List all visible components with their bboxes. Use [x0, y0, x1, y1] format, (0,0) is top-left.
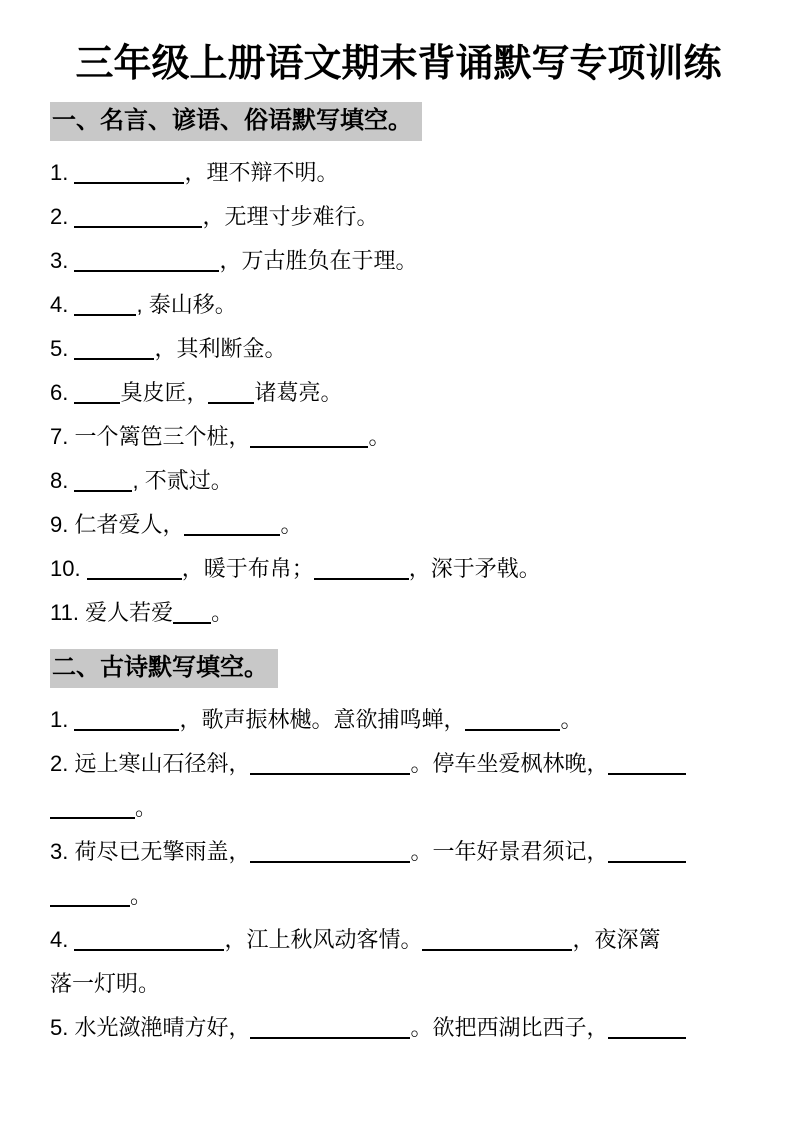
fill-blank	[608, 839, 686, 863]
worksheet-item	[50, 459, 747, 503]
item-text: 2. 远上寒山石径斜，	[50, 750, 251, 776]
item-line	[50, 195, 747, 239]
item-line	[50, 371, 747, 415]
item-line	[50, 918, 747, 962]
worksheet-item	[50, 415, 747, 459]
fill-blank	[74, 336, 154, 360]
page-title: 三年级上册语文期末背诵默写专项训练	[75, 43, 722, 85]
item-text: 6.	[50, 379, 75, 405]
item-text: 1.	[50, 706, 75, 732]
item-line	[50, 415, 747, 459]
item-text: ，深于矛戟。	[408, 555, 541, 581]
fill-blank	[74, 468, 132, 492]
item-text: 。欲把西湖比西子，	[410, 1014, 609, 1040]
fill-blank	[184, 512, 280, 536]
item-text: 。	[135, 794, 158, 820]
worksheet-section	[50, 635, 747, 1050]
worksheet-item	[50, 547, 747, 591]
item-text: , 不贰过。	[132, 467, 233, 493]
fill-blank	[250, 424, 368, 448]
item-text: 5.	[50, 335, 75, 361]
item-line	[50, 459, 747, 503]
worksheet-section	[50, 88, 747, 635]
fill-blank	[74, 380, 120, 404]
item-line	[50, 503, 747, 547]
item-text: 2.	[50, 203, 75, 229]
fill-blank	[87, 556, 182, 580]
worksheet-item	[50, 195, 747, 239]
fill-blank	[608, 751, 686, 775]
item-text: 。	[130, 882, 153, 908]
item-text: 4.	[50, 291, 75, 317]
item-text: 4.	[50, 926, 75, 952]
item-text: 。	[560, 706, 583, 732]
fill-blank	[74, 292, 136, 316]
item-text: 9. 仁者爱人，	[50, 511, 185, 537]
item-text: 。一年好景君须记，	[410, 838, 609, 864]
item-text: ，理不辩不明。	[184, 159, 339, 185]
item-line	[50, 327, 747, 371]
fill-blank	[465, 707, 560, 731]
worksheet-item	[50, 239, 747, 283]
item-text: 1.	[50, 159, 75, 185]
worksheet-item	[50, 371, 747, 415]
fill-blank	[50, 883, 130, 907]
item-line	[50, 830, 747, 874]
worksheet-body	[50, 88, 747, 1050]
item-line	[50, 874, 747, 918]
fill-blank	[50, 795, 135, 819]
item-text: 。	[280, 511, 303, 537]
item-text: 3.	[50, 247, 75, 273]
item-text: 8.	[50, 467, 75, 493]
item-line	[50, 591, 747, 635]
fill-blank	[74, 160, 184, 184]
item-text: ，夜深篱	[572, 926, 661, 952]
item-text: ，其利断金。	[154, 335, 287, 361]
worksheet-item	[50, 283, 747, 327]
item-text: ，暖于布帛；	[181, 555, 314, 581]
item-text: 。	[368, 423, 391, 449]
fill-blank	[74, 707, 179, 731]
item-text: 10.	[50, 555, 87, 581]
item-text: ，无理寸步难行。	[202, 203, 379, 229]
item-line	[50, 698, 747, 742]
section-heading: 二、古诗默写填空。	[50, 649, 278, 688]
fill-blank	[208, 380, 254, 404]
item-line	[50, 742, 747, 786]
item-text: 3. 荷尽已无擎雨盖，	[50, 838, 251, 864]
item-line	[50, 239, 747, 283]
item-line	[50, 547, 747, 591]
item-line	[50, 786, 747, 830]
fill-blank	[250, 751, 410, 775]
item-text: 11. 爱人若爱	[50, 599, 174, 625]
item-text: 7. 一个篱笆三个桩，	[50, 423, 251, 449]
worksheet-item	[50, 918, 747, 1006]
item-text: 诸葛亮。	[254, 379, 343, 405]
item-text: ，江上秋风动客情。	[224, 926, 423, 952]
fill-blank	[74, 204, 202, 228]
fill-blank	[74, 927, 224, 951]
worksheet-item	[50, 698, 747, 742]
worksheet-item	[50, 830, 747, 918]
item-line	[50, 962, 747, 1006]
item-line	[50, 151, 747, 195]
section-heading: 一、名言、谚语、俗语默写填空。	[50, 102, 422, 141]
worksheet-item	[50, 1006, 747, 1050]
item-line	[50, 283, 747, 327]
fill-blank	[608, 1015, 686, 1039]
item-text: 。	[211, 599, 234, 625]
item-text: ，歌声振林樾。意欲捕鸣蝉，	[179, 706, 466, 732]
item-text: 落一灯明。	[50, 970, 161, 996]
item-text: 5. 水光潋滟晴方好，	[50, 1014, 251, 1040]
item-text: 臭皮匠，	[120, 379, 209, 405]
worksheet-item	[50, 503, 747, 547]
item-line	[50, 1006, 747, 1050]
item-text: ，万古胜负在于理。	[219, 247, 418, 273]
fill-blank	[250, 1015, 410, 1039]
worksheet-item	[50, 151, 747, 195]
worksheet-item	[50, 327, 747, 371]
worksheet-item	[50, 742, 747, 830]
fill-blank	[250, 839, 410, 863]
item-text: 。停车坐爱枫林晚，	[410, 750, 609, 776]
fill-blank	[173, 600, 211, 624]
item-text: , 泰山移。	[136, 291, 237, 317]
worksheet-item	[50, 591, 747, 635]
fill-blank	[314, 556, 409, 580]
fill-blank	[74, 248, 219, 272]
fill-blank	[422, 927, 572, 951]
